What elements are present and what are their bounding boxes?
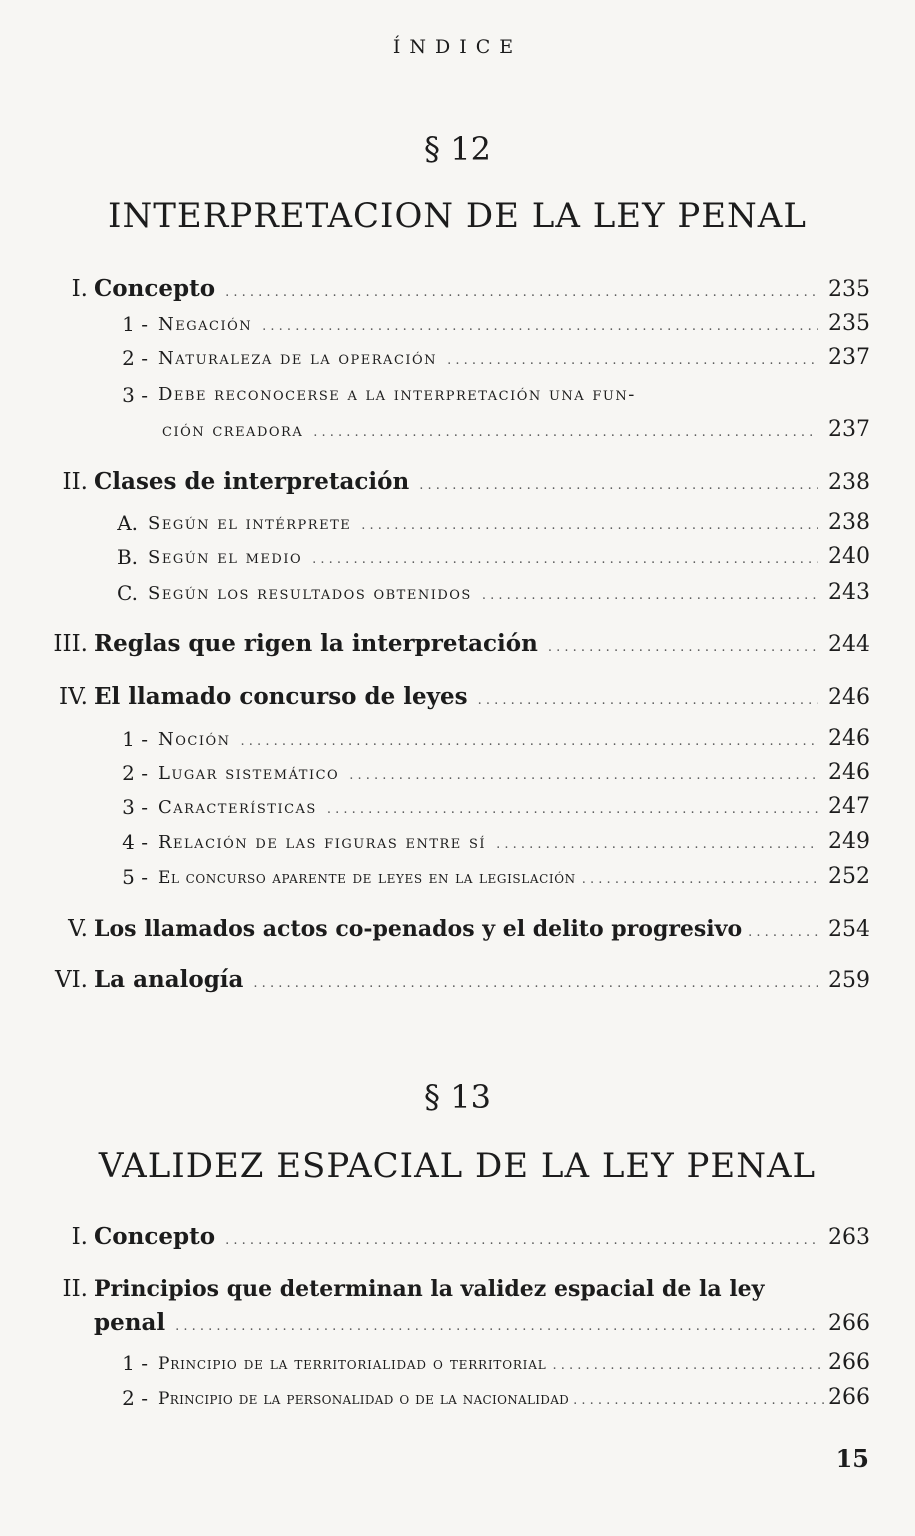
entry-label-continuation: ción creadora xyxy=(162,420,304,441)
entry-page: 237 xyxy=(828,417,870,442)
dot-leader xyxy=(582,863,822,897)
entry-page: 247 xyxy=(828,794,870,819)
entry-label: Noción xyxy=(158,729,231,750)
dot-leader xyxy=(313,416,818,450)
entry-page: 246 xyxy=(828,760,870,785)
entry-label: Clases de interpretación xyxy=(94,468,410,495)
dot-leader xyxy=(225,276,818,310)
entry-label: Según el medio xyxy=(148,547,303,568)
entry-number: 2 - xyxy=(122,761,148,785)
entry-label: Características xyxy=(158,797,317,818)
entry-page: 266 xyxy=(828,1350,870,1375)
entry-page: 243 xyxy=(828,580,870,605)
entry-page: 263 xyxy=(828,1225,870,1250)
entry-number: A. xyxy=(117,511,138,535)
dot-leader xyxy=(253,967,818,1001)
dot-leader xyxy=(482,579,818,613)
entry-label: Según el intérprete xyxy=(148,513,352,534)
entry-label: Principio de la personalidad o de la nacionalidad xyxy=(158,1389,570,1409)
dot-leader xyxy=(241,725,818,759)
entry-page: 254 xyxy=(828,917,870,942)
entry-label: El concurso aparente de leyes en la legislación xyxy=(158,868,576,888)
entry-number: 3 - xyxy=(122,383,148,407)
entry-number: III. xyxy=(53,631,88,657)
page-number: 15 xyxy=(835,1444,869,1473)
dot-leader xyxy=(349,759,818,793)
entry-page: 246 xyxy=(828,685,870,710)
entry-page: 246 xyxy=(828,726,870,751)
running-head: ÍNDICE xyxy=(392,36,523,58)
dot-leader xyxy=(327,793,818,827)
dot-leader xyxy=(548,631,818,665)
entry-page: 259 xyxy=(828,968,870,993)
entry-label: Reglas que rigen la interpretación xyxy=(94,630,538,657)
entry-number: C. xyxy=(117,581,138,605)
entry-label: Naturaleza de la operación xyxy=(158,348,438,369)
entry-page: 238 xyxy=(828,510,870,535)
entry-label: Principio de la territorialidad o territorial xyxy=(158,1354,547,1374)
dot-leader xyxy=(447,344,818,378)
entry-label: El llamado concurso de leyes xyxy=(94,683,468,710)
dot-leader xyxy=(478,684,818,718)
entry-number: B. xyxy=(116,545,138,569)
entry-page: 237 xyxy=(828,345,870,370)
entry-page: 249 xyxy=(828,829,870,854)
entry-label: Relación de las figuras entre sí xyxy=(158,832,487,853)
entry-label: Concepto xyxy=(94,1223,216,1250)
entry-page: 235 xyxy=(828,277,870,302)
dot-leader xyxy=(573,1384,824,1418)
entry-number: VI. xyxy=(54,967,88,993)
entry-number: I. xyxy=(71,1224,88,1250)
entry-label: Negación xyxy=(158,314,253,335)
entry-number: IV. xyxy=(59,684,88,710)
entry-number: 4 - xyxy=(122,830,148,854)
entry-label: Principios que determinan la validez espacial de la ley xyxy=(94,1276,765,1302)
entry-label: Debe reconocerse a la interpretación una fun- xyxy=(158,384,636,405)
entry-label: Lugar sistemático xyxy=(158,763,340,784)
entry-number: 1 - xyxy=(122,1351,148,1375)
dot-leader xyxy=(312,543,818,577)
entry-page: 266 xyxy=(828,1311,870,1336)
section-13-title: VALIDEZ ESPACIAL DE LA LEY PENAL xyxy=(98,1146,817,1186)
entry-number: 3 - xyxy=(122,795,148,819)
section-13-number: § 13 xyxy=(424,1078,491,1116)
dot-leader xyxy=(361,509,818,543)
entry-page: 240 xyxy=(828,544,870,569)
entry-label: Los llamados actos co-penados y el delito progresivo xyxy=(94,916,743,942)
entry-page: 235 xyxy=(828,311,870,336)
entry-number: II. xyxy=(62,469,88,495)
dot-leader xyxy=(175,1310,818,1344)
entry-label-continuation: penal xyxy=(94,1309,166,1336)
entry-page: 252 xyxy=(828,864,870,889)
dot-leader xyxy=(496,828,818,862)
entry-label: La analogía xyxy=(94,966,244,993)
entry-page: 244 xyxy=(828,632,870,657)
dot-leader xyxy=(262,310,818,344)
entry-number: 1 - xyxy=(122,727,148,751)
entry-label: Concepto xyxy=(94,275,216,302)
entry-label: Según los resultados obtenidos xyxy=(148,583,472,604)
section-12-title: INTERPRETACION DE LA LEY PENAL xyxy=(108,196,807,236)
dot-leader xyxy=(748,916,822,950)
entry-number: 2 - xyxy=(122,1386,148,1410)
entry-number: 2 - xyxy=(122,346,148,370)
dot-leader xyxy=(225,1224,818,1258)
section-12-number: § 12 xyxy=(424,130,491,168)
entry-number: 5 - xyxy=(122,865,148,889)
entry-number: II. xyxy=(62,1276,88,1302)
entry-page: 266 xyxy=(828,1385,870,1410)
dot-leader xyxy=(552,1349,822,1383)
entry-page: 238 xyxy=(828,470,870,495)
entry-number: I. xyxy=(71,276,88,302)
entry-number: 1 - xyxy=(122,312,148,336)
dot-leader xyxy=(419,469,818,503)
entry-number: V. xyxy=(68,916,88,942)
